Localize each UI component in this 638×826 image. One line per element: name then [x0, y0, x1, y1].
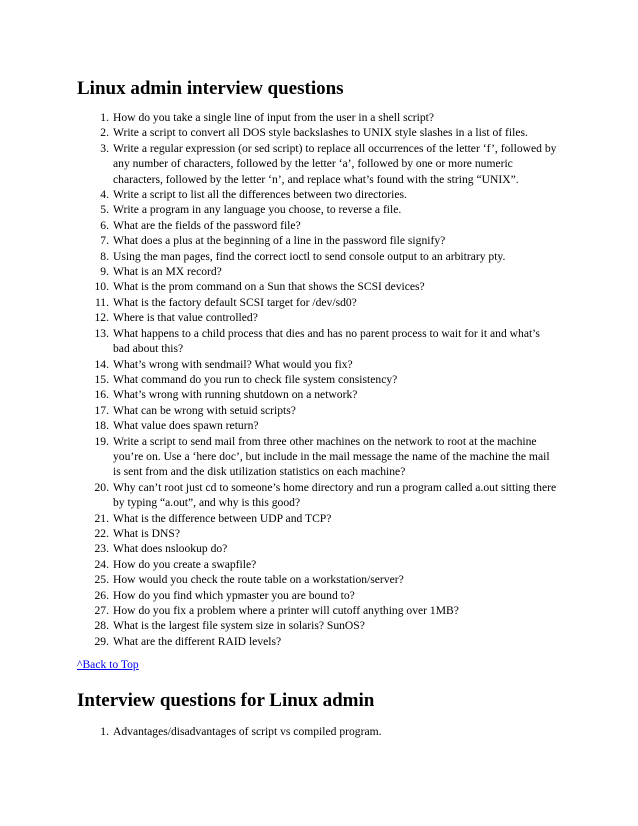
list-item-text: What is the factory default SCSI target for /dev/sd0?	[113, 295, 357, 309]
list-item-number: 10.	[94, 280, 109, 294]
list-item-text: How would you check the route table on a workstation/server?	[113, 573, 404, 587]
list-item	[77, 141, 557, 187]
list-item	[77, 511, 557, 526]
list-item-number: 21.	[94, 511, 109, 525]
list-item	[77, 187, 557, 202]
list-item-text: What are the different RAID levels?	[113, 634, 282, 648]
list-item-text: What is DNS?	[113, 526, 180, 540]
list-item-text: Write a script to send mail from three other machines on the network to root at the machine you’re on. Use a ‘here doc’, but include in the mail message the name of the machine the mail is sent from and the disk utilization statistics on each machine?	[113, 434, 550, 479]
list-item-text: Write a program in any language you choose, to reverse a file.	[113, 203, 402, 217]
list-item-number: 3.	[100, 141, 109, 155]
list-item	[77, 387, 557, 402]
list-item	[77, 264, 557, 279]
list-item-number: 15.	[94, 372, 109, 386]
list-item-number: 23.	[94, 542, 109, 556]
list-item	[77, 326, 557, 357]
list-item-text: How do you find which ypmaster you are bound to?	[113, 588, 355, 602]
list-item-number: 1.	[100, 725, 109, 738]
list-item-number: 14.	[94, 357, 109, 371]
list-item-number: 1.	[100, 111, 109, 124]
list-item-text: How do you take a single line of input from the user in a shell script?	[113, 111, 435, 124]
list-item	[77, 557, 557, 572]
list-item-text: What value does spawn return?	[113, 419, 259, 433]
list-item	[77, 634, 557, 649]
list-item-text: What does a plus at the beginning of a line in the password file signify?	[113, 234, 446, 248]
list-item	[77, 310, 557, 325]
list-item-text: What happens to a child process that dies and has no parent process to wait for it and what’s bad about this?	[113, 326, 540, 356]
list-item-number: 13.	[94, 326, 109, 340]
list-item	[77, 480, 557, 511]
list-item	[77, 279, 557, 294]
section-title-interview-questions-for-linux-admin: Interview questions for Linux admin	[77, 690, 375, 711]
question-list-1	[77, 110, 557, 649]
list-item-text: What does nslookup do?	[113, 542, 228, 556]
list-item-number: 5.	[100, 203, 109, 217]
list-item-number: 20.	[94, 480, 109, 494]
list-item-text: What’s wrong with running shutdown on a network?	[113, 388, 358, 402]
list-item	[77, 603, 557, 618]
list-item-text: What command do you run to check file system consistency?	[113, 372, 398, 386]
list-item-text: Write a script to list all the differences between two directories.	[113, 188, 407, 202]
list-item	[77, 403, 557, 418]
list-item	[77, 418, 557, 433]
list-item	[77, 372, 557, 387]
list-item-number: 16.	[94, 388, 109, 402]
list-item	[77, 357, 557, 372]
list-item	[77, 295, 557, 310]
list-item-text: Write a regular expression (or sed script) to replace all occurrences of the letter ‘f’, followed by any number of characters, followed by the letter ‘a’, followed by one or more numeric characters, followed by the letter ‘n’, and replace what’s found with the string “UNIX”.	[113, 141, 557, 186]
list-item-text: How do you fix a problem where a printer will cutoff anything over 1MB?	[113, 604, 459, 617]
list-item-number: 2.	[100, 126, 109, 140]
list-item-text: What can be wrong with setuid scripts?	[113, 403, 296, 417]
list-item-number: 26.	[94, 588, 109, 602]
question-list-2	[77, 724, 557, 739]
back-to-top-link[interactable]: ^Back to Top	[77, 658, 139, 671]
list-item-text: Using the man pages, find the correct ioctl to send console output to an arbitrary pty.	[113, 249, 506, 263]
list-item-number: 25.	[94, 573, 109, 587]
list-item-text: Write a script to convert all DOS style backslashes to UNIX style slashes in a list of files.	[113, 126, 528, 140]
list-item	[77, 110, 557, 125]
list-item-text: What is the difference between UDP and TCP?	[113, 511, 332, 525]
list-item-text: How do you create a swapfile?	[113, 557, 257, 571]
list-item	[77, 249, 557, 264]
list-item-text: Where is that value controlled?	[113, 311, 258, 325]
list-item	[77, 588, 557, 603]
list-item-number: 29.	[94, 634, 109, 648]
list-item	[77, 233, 557, 248]
list-item	[77, 618, 557, 633]
list-item-number: 9.	[100, 265, 109, 279]
list-item-number: 11.	[94, 295, 109, 309]
list-item	[77, 202, 557, 217]
list-item-number: 12.	[94, 311, 109, 325]
list-item-number: 22.	[94, 526, 109, 540]
list-item-text: What are the fields of the password file?	[113, 218, 301, 232]
list-item	[77, 434, 557, 480]
section-title-linux-admin-interview-questions: Linux admin interview questions	[77, 78, 344, 99]
list-item	[77, 572, 557, 587]
list-item	[77, 218, 557, 233]
list-item-number: 18.	[94, 419, 109, 433]
list-item-text: Advantages/disadvantages of script vs compiled program.	[113, 725, 382, 738]
list-item	[77, 724, 557, 739]
list-item-text: Why can’t root just cd to someone’s home directory and run a program called a.out sitting there by typing “a.out”, and why is this good?	[113, 480, 557, 510]
list-item-text: What is an MX record?	[113, 265, 222, 279]
list-item-number: 27.	[94, 604, 109, 617]
list-item-number: 24.	[94, 557, 109, 571]
list-item-number: 28.	[94, 619, 109, 633]
list-item-number: 6.	[100, 218, 109, 232]
list-item	[77, 526, 557, 541]
list-item-number: 4.	[100, 188, 109, 202]
list-item-text: What is the largest file system size in solaris? SunOS?	[113, 619, 365, 633]
list-item-number: 19.	[94, 434, 109, 448]
list-item-number: 17.	[94, 403, 109, 417]
list-item	[77, 125, 557, 140]
list-item-text: What is the prom command on a Sun that shows the SCSI devices?	[113, 280, 425, 294]
list-item-number: 8.	[100, 249, 109, 263]
list-item	[77, 541, 557, 556]
list-item-text: What’s wrong with sendmail? What would you fix?	[113, 357, 353, 371]
list-item-number: 7.	[100, 234, 109, 248]
